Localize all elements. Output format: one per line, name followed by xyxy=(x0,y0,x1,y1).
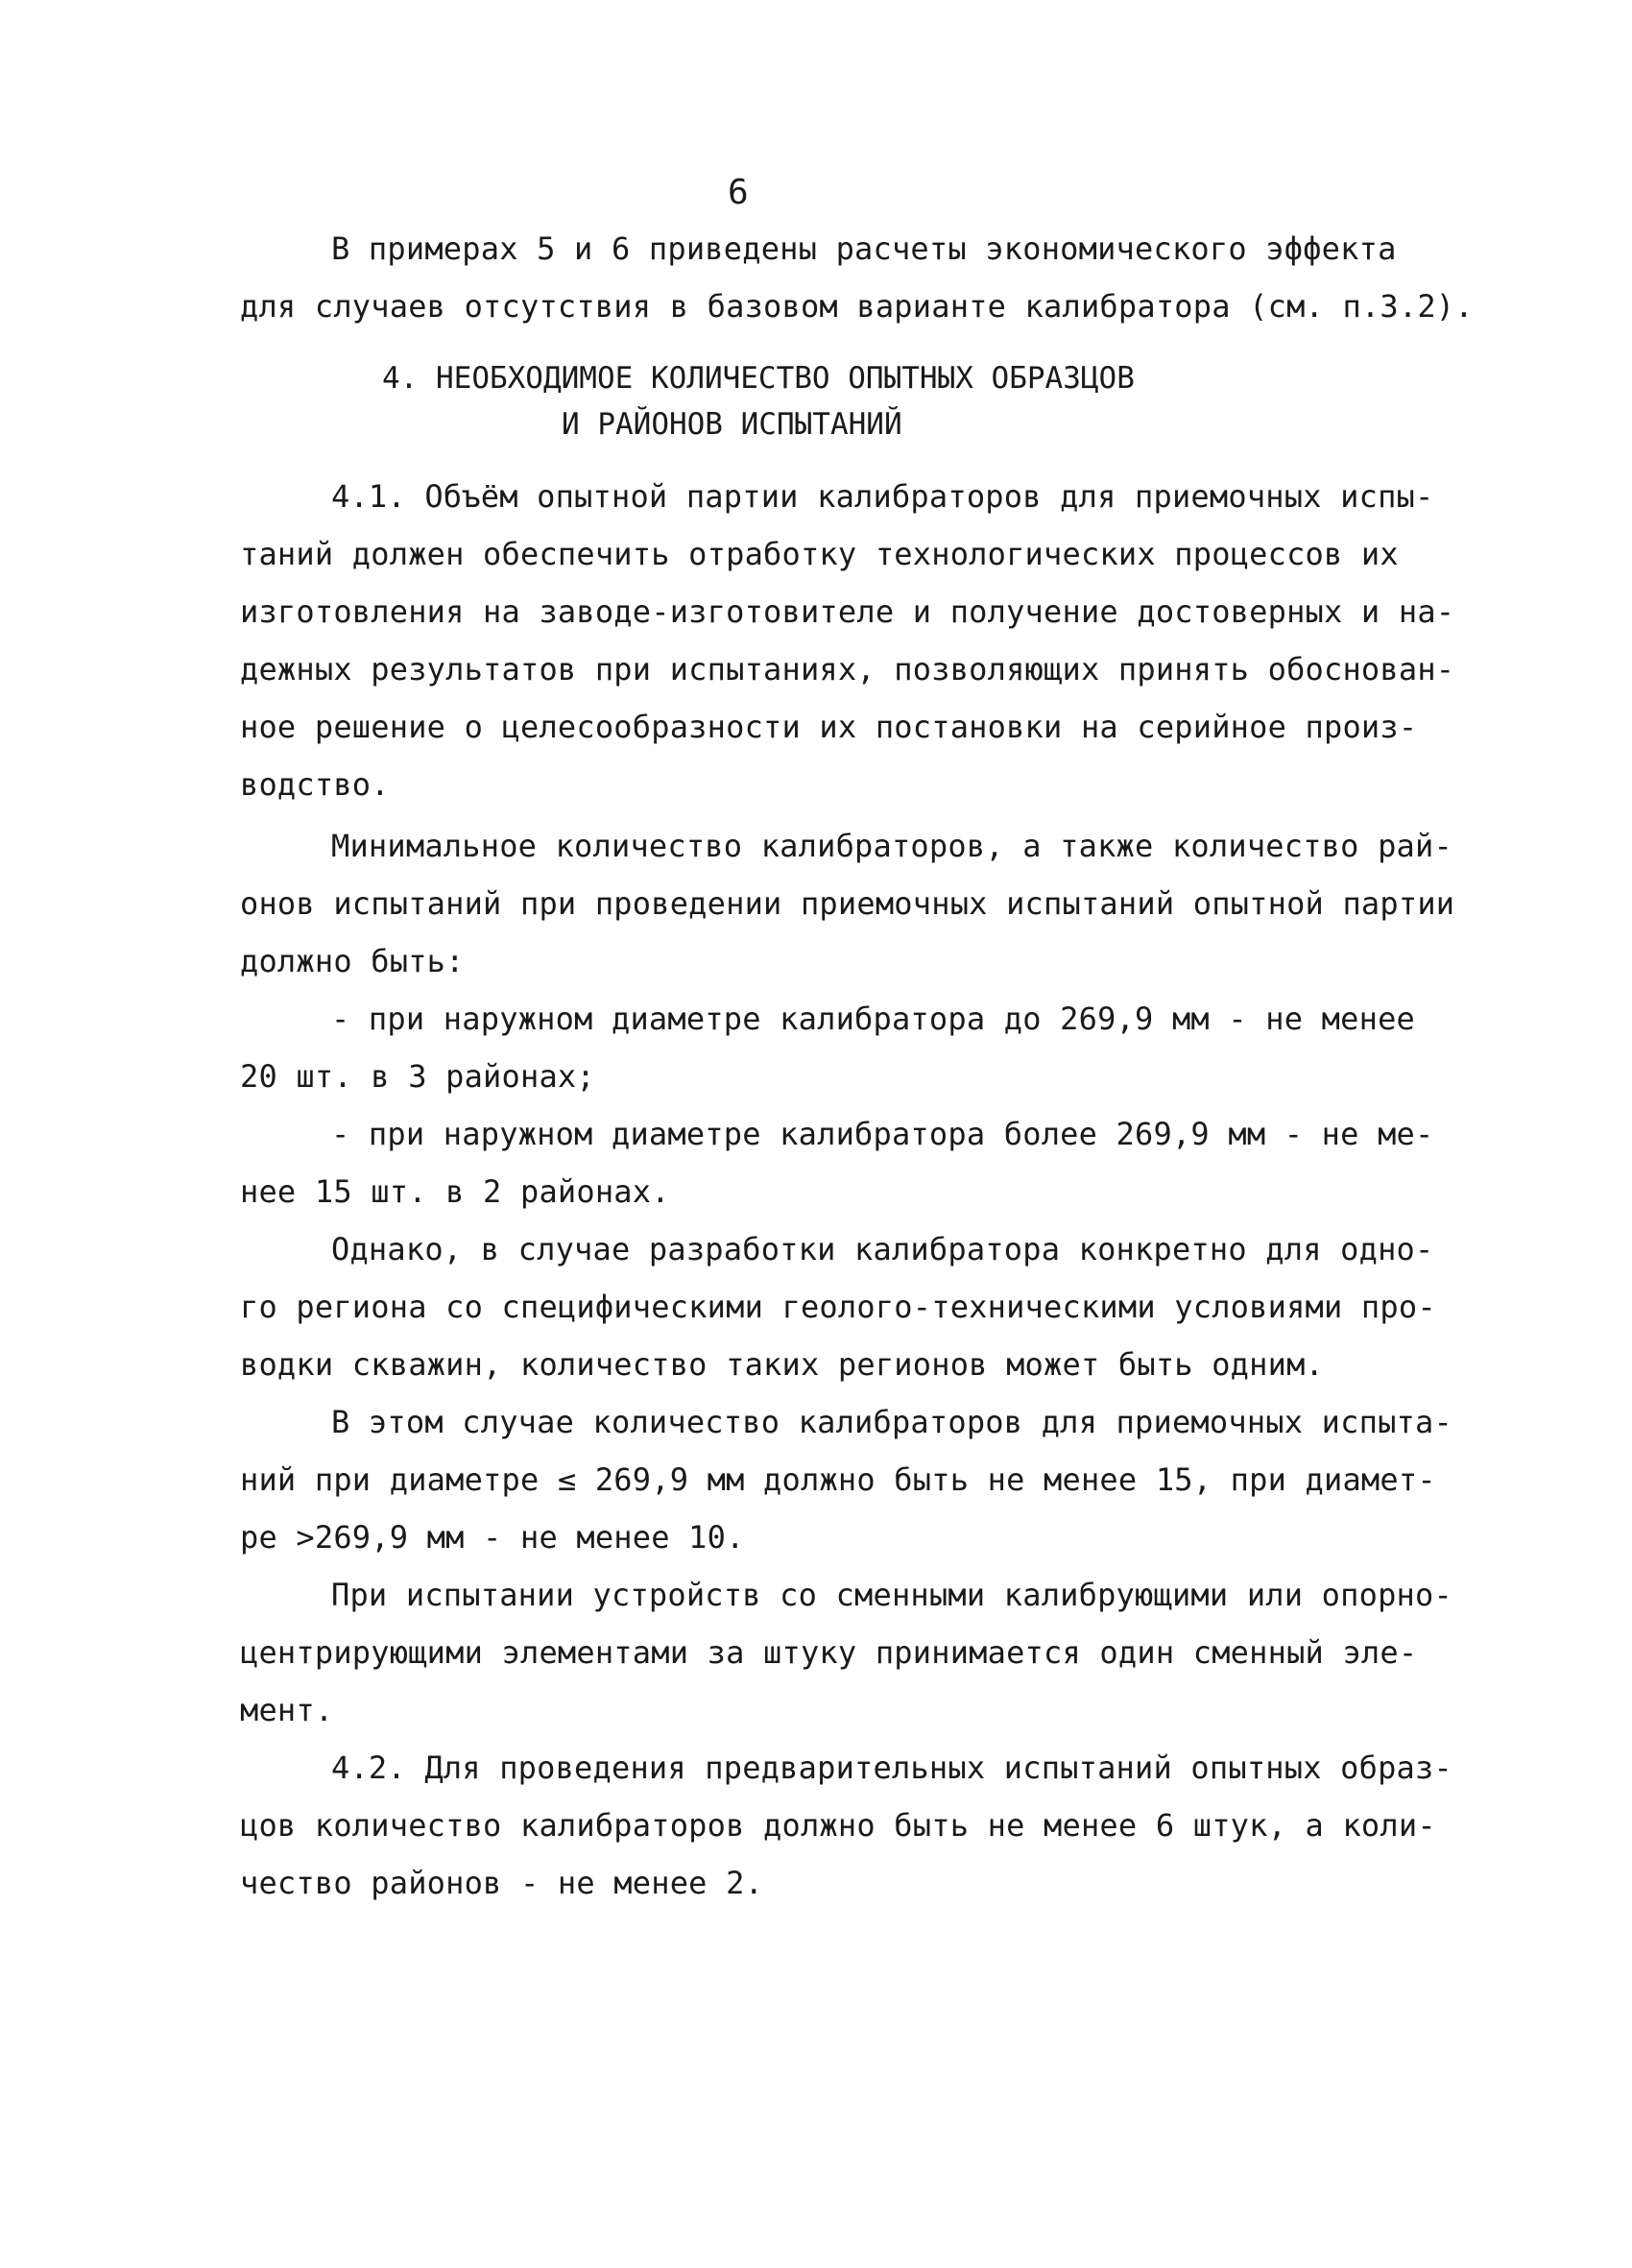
pmin-line-2: онов испытаний при проведении приемочных испытаний опытной партии xyxy=(240,885,1455,922)
pmin-line-3: должно быть: xyxy=(240,943,465,979)
p41-line-2: таний должен обеспечить отработку технологических процессов их xyxy=(240,536,1399,572)
pmin-line-1: Минимальное количество калибраторов, а также количество рай- xyxy=(331,828,1452,864)
bullet2-line-1: - при наружном диаметре калибратора более 269,9 мм - не ме- xyxy=(331,1116,1434,1152)
intro-line-2: для случаев отсутствия в базовом варианте калибратора (см. п.3.2). xyxy=(240,288,1474,325)
ptest-line-3: мент. xyxy=(240,1692,334,1728)
phowever-line-3: водки скважин, количество таких регионов может быть одним. xyxy=(240,1346,1325,1383)
phowever-line-2: го региона со специфическими геолого-техническими условиями про- xyxy=(240,1289,1436,1325)
section-heading-line-1: 4. НЕОБХОДИМОЕ КОЛИЧЕСТВО ОПЫТНЫХ ОБРАЗЦОВ xyxy=(382,361,1135,396)
pcase-line-3: ре >269,9 мм - не менее 10. xyxy=(240,1519,745,1556)
section-heading-line-2: И РАЙОНОВ ИСПЫТАНИЙ xyxy=(562,407,902,442)
p41-line-4: дежных результатов при испытаниях, позволяющих принять обоснован- xyxy=(240,651,1455,688)
ptest-line-2: центрирующими элементами за штуку принимается один сменный эле- xyxy=(240,1634,1418,1671)
pcase-line-1: В этом случае количество калибраторов для приемочных испыта- xyxy=(331,1404,1452,1440)
p41-line-6: водство. xyxy=(240,766,390,803)
p41-line-1: 4.1. Объём опытной партии калибраторов для приемочных испы- xyxy=(331,478,1434,515)
page-number: 6 xyxy=(728,173,749,212)
bullet2-line-2: нее 15 шт. в 2 районах. xyxy=(240,1173,670,1210)
phowever-line-1: Однако, в случае разработки калибратора конкретно для одно- xyxy=(331,1231,1434,1267)
bullet1-line-2: 20 шт. в 3 районах; xyxy=(240,1058,595,1095)
bullet1-line-1: - при наружном диаметре калибратора до 269,9 мм - не менее xyxy=(331,1001,1416,1037)
intro-line-1: В примерах 5 и 6 приведены расчеты экономического эффекта xyxy=(331,230,1397,267)
p41-line-5: ное решение о целесообразности их постановки на серийное произ- xyxy=(240,709,1418,745)
p42-line-2: цов количество калибраторов должно быть не менее 6 штук, а коли- xyxy=(240,1807,1436,1844)
p42-line-1: 4.2. Для проведения предварительных испытаний опытных образ- xyxy=(331,1749,1452,1786)
pcase-line-2: ний при диаметре ≤ 269,9 мм должно быть не менее 15, при диамет- xyxy=(240,1461,1436,1498)
p42-line-3: чество районов - не менее 2. xyxy=(240,1865,764,1901)
ptest-line-1: При испытании устройств со сменными калибрующими или опорно- xyxy=(331,1577,1452,1613)
p41-line-3: изготовления на заводе-изготовителе и получение достоверных и на- xyxy=(240,593,1455,630)
